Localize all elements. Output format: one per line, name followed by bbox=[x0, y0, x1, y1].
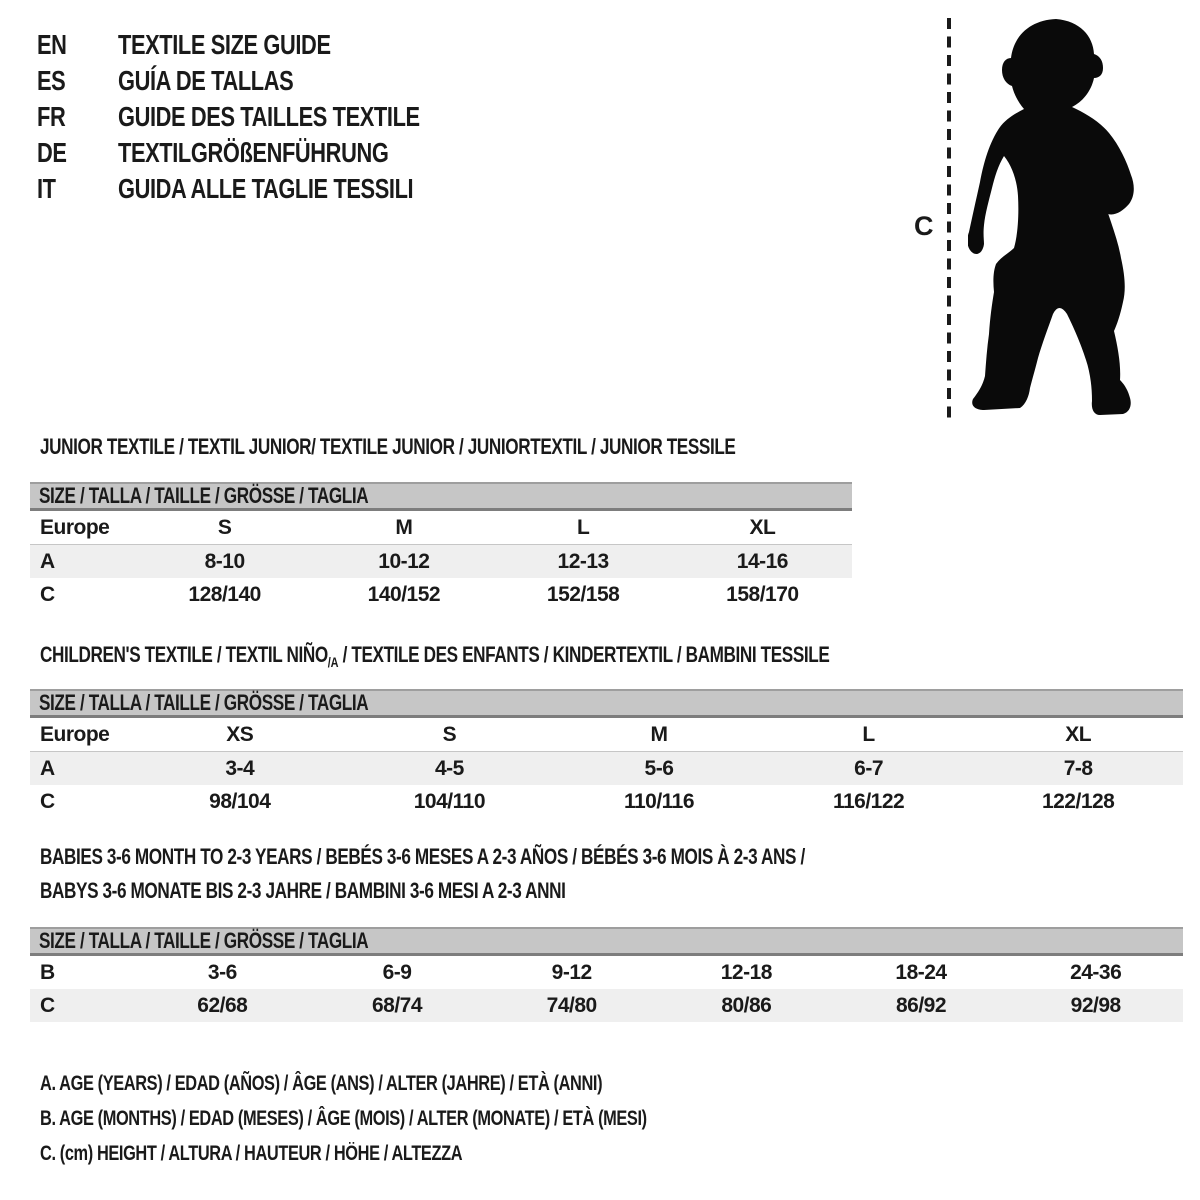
size-cell: 7-8 bbox=[1063, 756, 1093, 780]
size-cell: 116/122 bbox=[832, 789, 905, 813]
column-header: M bbox=[650, 722, 668, 746]
size-cell: 62/68 bbox=[197, 993, 248, 1017]
column-header: S bbox=[217, 515, 232, 539]
language-title-list bbox=[37, 27, 505, 207]
language-row-it bbox=[37, 171, 505, 207]
column-header: S bbox=[442, 722, 457, 746]
size-cell: 80/86 bbox=[721, 993, 772, 1017]
size-cell: 152/158 bbox=[546, 582, 620, 606]
size-cell: 98/104 bbox=[209, 789, 271, 813]
language-title: GUIDA ALLE TAGLIE TESSILI bbox=[118, 173, 414, 204]
children-section-title-text bbox=[40, 638, 829, 679]
size-header-label: SIZE / TALLA / TAILLE / GRÖSSE / TAGLIA bbox=[39, 928, 369, 953]
legend bbox=[40, 1066, 818, 1171]
row-label: A bbox=[40, 756, 55, 780]
size-cell: 12-13 bbox=[557, 549, 609, 573]
language-row-fr bbox=[37, 99, 505, 135]
size-cell: 3-4 bbox=[225, 756, 255, 780]
junior-row-age bbox=[30, 545, 852, 578]
size-cell: 24-36 bbox=[1070, 960, 1122, 984]
children-title-subscript: /A bbox=[327, 654, 339, 670]
babies-section-title bbox=[40, 840, 1021, 908]
legend-line-c-text: C. (cm) HEIGHT / ALTURA / HAUTEUR / HÖHE / ALTEZZA bbox=[40, 1141, 463, 1165]
legend-line-height bbox=[40, 1136, 818, 1171]
row-label: A bbox=[40, 549, 55, 573]
size-cell: 18-24 bbox=[895, 960, 947, 984]
toddler-silhouette bbox=[968, 18, 1136, 418]
row-label: C bbox=[40, 789, 55, 813]
size-header-label: SIZE / TALLA / TAILLE / GRÖSSE / TAGLIA bbox=[39, 690, 369, 715]
size-header-bar bbox=[30, 689, 1183, 718]
babies-row-months bbox=[30, 956, 1183, 989]
row-label: C bbox=[40, 582, 55, 606]
column-header: L bbox=[862, 722, 875, 746]
size-cell: 10-12 bbox=[378, 549, 430, 573]
babies-size-table bbox=[30, 927, 1183, 1022]
size-cell: 74/80 bbox=[546, 993, 597, 1017]
junior-columns-row bbox=[30, 511, 852, 545]
size-cell: 122/128 bbox=[1041, 789, 1115, 813]
size-header-bar bbox=[30, 482, 852, 511]
junior-section-title-text: JUNIOR TEXTILE / TEXTIL JUNIOR/ TEXTILE JUNIOR / JUNIORTEXTIL / JUNIOR TESSILE bbox=[40, 434, 736, 459]
children-title-rest: / TEXTILE DES ENFANTS / KINDERTEXTIL / BAMBINI TESSILE bbox=[338, 642, 830, 667]
column-header: XL bbox=[749, 515, 776, 539]
size-cell: 8-10 bbox=[204, 549, 245, 573]
language-title: TEXTILGRÖßENFÜHRUNG bbox=[118, 137, 389, 168]
row-label: C bbox=[40, 993, 55, 1017]
legend-line-age-years bbox=[40, 1066, 818, 1101]
column-header: XS bbox=[226, 722, 254, 746]
language-row-de bbox=[37, 135, 505, 171]
height-measure-dashed-line bbox=[945, 16, 953, 420]
language-title: GUÍA DE TALLAS bbox=[118, 65, 294, 96]
children-columns-row bbox=[30, 718, 1183, 752]
children-size-table bbox=[30, 689, 1183, 818]
language-row-en bbox=[37, 27, 505, 63]
language-code: DE bbox=[37, 137, 67, 168]
size-cell: 92/98 bbox=[1070, 993, 1121, 1017]
size-cell: 68/74 bbox=[371, 993, 423, 1017]
height-measure-label: C bbox=[914, 211, 933, 241]
babies-title-line1: BABIES 3-6 MONTH TO 2-3 YEARS / BEBÉS 3-6 MESES A 2-3 AÑOS / BÉBÉS 3-6 MOIS À 2-3 ANS / bbox=[40, 844, 805, 869]
children-title-main: CHILDREN'S TEXTILE / TEXTIL NIÑO bbox=[40, 642, 328, 667]
size-cell: 158/170 bbox=[726, 582, 799, 606]
column-header: M bbox=[395, 515, 413, 539]
size-cell: 110/116 bbox=[623, 789, 695, 813]
size-cell: 6-9 bbox=[382, 960, 412, 984]
size-cell: 3-6 bbox=[207, 960, 237, 984]
column-header-europe: Europe bbox=[40, 515, 110, 539]
language-row-es bbox=[37, 63, 505, 99]
size-cell: 104/110 bbox=[413, 789, 486, 813]
children-row-age bbox=[30, 752, 1183, 785]
legend-line-a-text: A. AGE (YEARS) / EDAD (AÑOS) / ÂGE (ANS) / ALTER (JAHRE) / ETÀ (ANNI) bbox=[40, 1071, 603, 1095]
language-code: ES bbox=[37, 65, 66, 96]
size-cell: 4-5 bbox=[434, 756, 464, 780]
language-code: EN bbox=[37, 29, 67, 60]
size-cell: 140/152 bbox=[367, 582, 441, 606]
legend-line-age-months bbox=[40, 1101, 818, 1136]
babies-title-line2: BABYS 3-6 MONATE BIS 2-3 JAHRE / BAMBINI 3-6 MESI A 2-3 ANNI bbox=[40, 878, 566, 903]
children-row-height bbox=[30, 785, 1183, 818]
column-header-europe: Europe bbox=[40, 722, 110, 746]
size-cell: 14-16 bbox=[736, 549, 788, 573]
column-header: L bbox=[576, 515, 590, 539]
size-cell: 9-12 bbox=[551, 960, 592, 984]
junior-size-table bbox=[30, 482, 852, 611]
size-cell: 128/140 bbox=[188, 582, 261, 606]
size-header-label: SIZE / TALLA / TAILLE / GRÖSSE / TAGLIA bbox=[39, 483, 369, 508]
size-header-bar bbox=[30, 927, 1183, 956]
size-cell: 12-18 bbox=[720, 960, 772, 984]
row-label: B bbox=[40, 960, 55, 984]
language-title: TEXTILE SIZE GUIDE bbox=[118, 29, 331, 60]
legend-line-b-text: B. AGE (MONTHS) / EDAD (MESES) / ÂGE (MOIS) / ALTER (MONATE) / ETÀ (MESI) bbox=[40, 1106, 647, 1130]
size-cell: 5-6 bbox=[644, 756, 674, 780]
children-section-title bbox=[40, 638, 1052, 679]
size-cell: 6-7 bbox=[854, 756, 883, 780]
babies-row-height bbox=[30, 989, 1183, 1022]
junior-row-height bbox=[30, 578, 852, 611]
language-code: IT bbox=[37, 173, 56, 204]
column-header: XL bbox=[1065, 722, 1092, 746]
junior-section-title bbox=[40, 430, 932, 464]
language-title: GUIDE DES TAILLES TEXTILE bbox=[118, 101, 420, 132]
size-cell: 86/92 bbox=[895, 993, 947, 1017]
language-code: FR bbox=[37, 101, 66, 132]
